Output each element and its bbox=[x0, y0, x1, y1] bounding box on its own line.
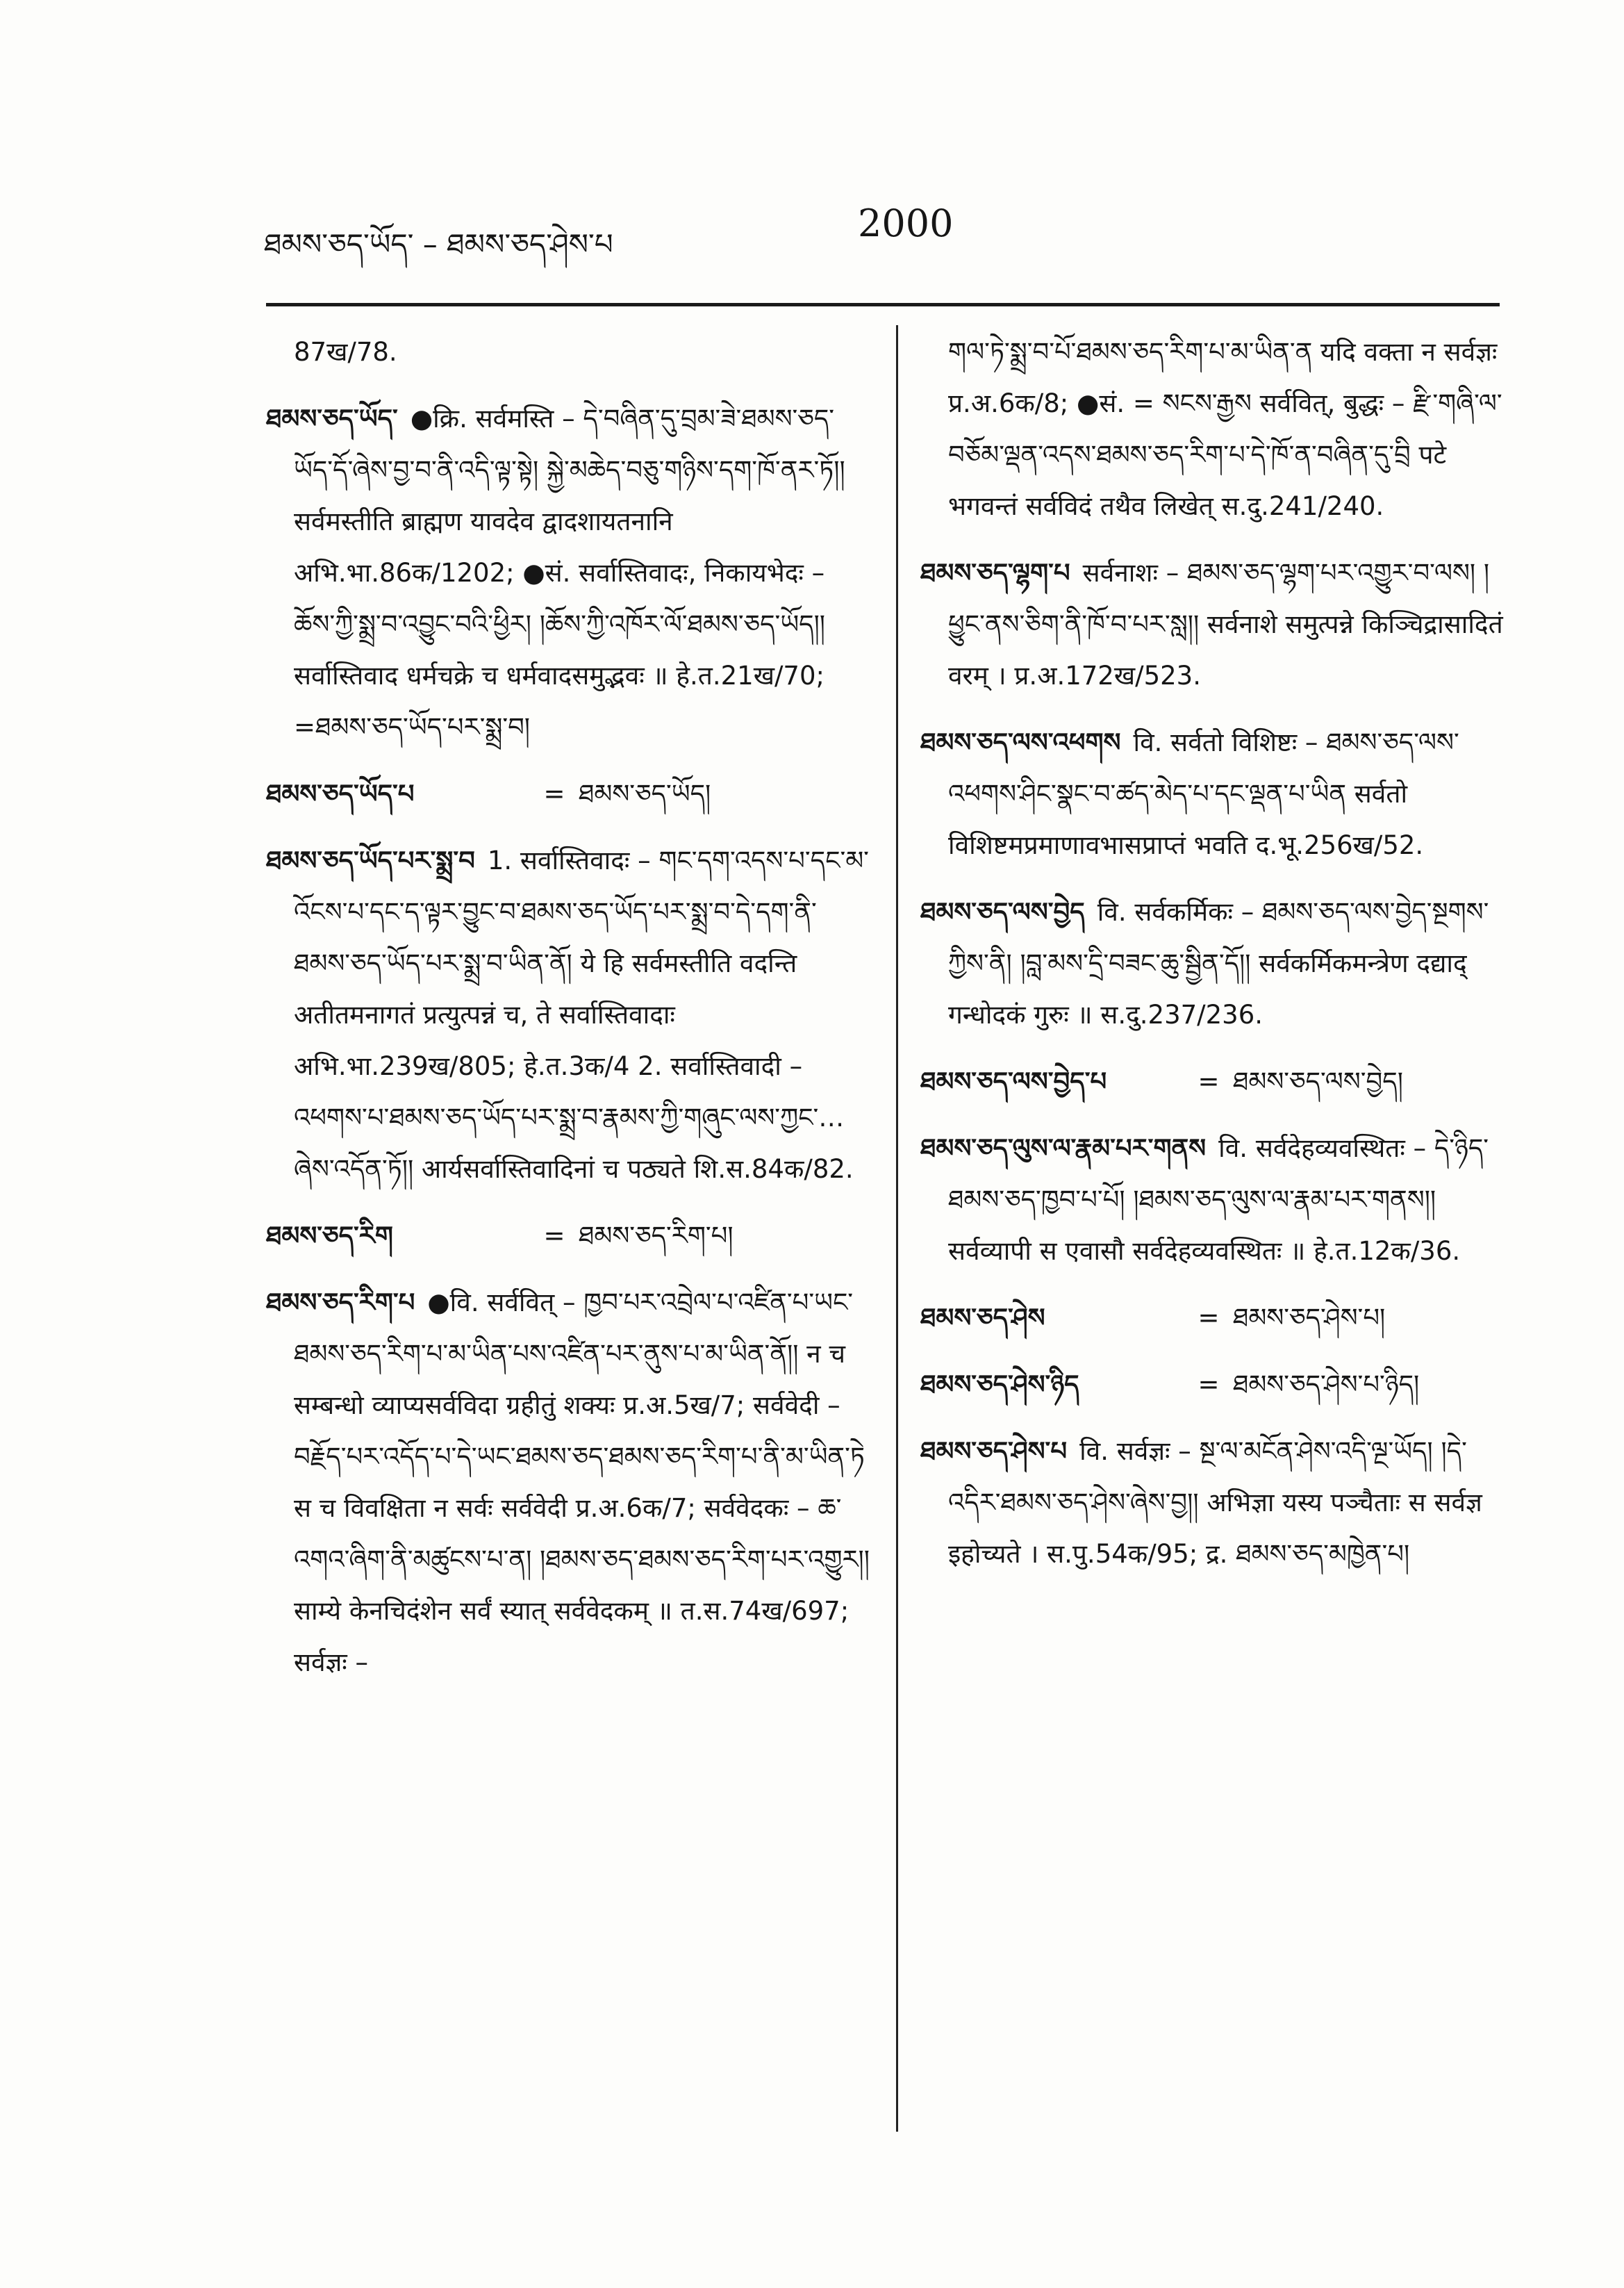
right-column bbox=[920, 327, 1506, 1595]
page-header bbox=[264, 201, 1507, 264]
scan-edge-mark bbox=[1602, 208, 1618, 299]
entry-headword: ཐམས་ཅད་ལས་འཕགས bbox=[920, 727, 1121, 757]
entry-text bbox=[920, 887, 1506, 1041]
entry-definition: सर्वनाशः – ཐམས་ཅད་ལྷག་པར་འགྱུར་བ་ལས། །ཕྱུང་ནས་ཅིག་ནི་ཁོ་བ་པར་སླ།། सर्वनाशे समुत्पन्ने किञ्चिद्रासादितं वरम् । प्र.अ.172ख/523. bbox=[948, 558, 1503, 691]
entry-definition: वि. सर्वतो विशिष्टः – ཐམས་ཅད་ལས་འཕགས་ཤིང་སྣང་བ་ཚད་མེད་པ་དང་ལྡན་པ་ཡིན सर्वतो विशिष्टमप्रमाणावभासप्राप्तं भवति द.भू.256ख/52. bbox=[948, 727, 1459, 860]
entry-text bbox=[920, 548, 1506, 702]
dictionary-entry bbox=[920, 548, 1506, 702]
entry-text bbox=[920, 1123, 1506, 1277]
entry-headword: ཐམས་ཅད་ལས་བྱེད་པ bbox=[920, 1067, 1107, 1096]
equals-sign: = bbox=[543, 1221, 565, 1251]
equals-sign: = bbox=[543, 779, 565, 809]
dictionary-entry bbox=[920, 1123, 1506, 1277]
entry-definition: 1. सर्वास्तिवादः – གང་དག་འདས་པ་དང་མ་འོངས་པ་དང་ད་ལྟར་བྱུང་བ་ཐམས་ཅད་ཡོད་པར་སྨྲ་བ་དེ་དག་ནི་ཐམས་ཅད་ཡོད་པར་སྨྲ་བ་ཡིན་ནོ། ये हि सर्वमस्तीति वदन्ति अतीतमनागतं प्रत्युत्पन्नं च, ते सर्वास्तिवादाः अभि.भा.239ख/805; हे.त.3क/4 2. सर्वास्तिवादी – འཕགས་པ་ཐམས་ཅད་ཡོད་པར་སྨྲ་བ་རྣམས་ཀྱི་གཞུང་ལས་ཀྱང་…ཞེས་འདོན་ཏོ།། आर्यसर्वास्तिवादिनां च पठ्यते शि.स.84क/82. bbox=[294, 846, 869, 1184]
entry-headword: ཐམས་ཅད་ལུས་ལ་རྣམ་པར་གནས bbox=[920, 1133, 1207, 1163]
cross-reference-entry bbox=[266, 768, 870, 820]
header-guide-words: ཐམས་ཅད་ཡོད་ – ཐམས་ཅད་ཤེས་པ bbox=[264, 227, 613, 261]
column-divider bbox=[896, 325, 898, 2132]
cross-reference-entry bbox=[920, 1292, 1506, 1344]
equals-sign: = bbox=[1198, 1369, 1220, 1399]
cross-reference-entry bbox=[920, 1359, 1506, 1410]
cross-reference-target: ཐམས་ཅད་ལས་བྱེད། bbox=[1233, 1067, 1403, 1096]
dictionary-entry bbox=[266, 393, 870, 753]
entry-headword: ཐམས་ཅད་ཤེས་ཉིད bbox=[920, 1369, 1079, 1399]
dictionary-entry bbox=[266, 1277, 870, 1688]
entry-headword: ཐམས་ཅད་ཡོད་པར་སྨྲ་བ bbox=[266, 846, 475, 875]
entry-definition: वि. सर्वकर्मिकः – ཐམས་ཅད་ལས་བྱེད་སྔགས་ཀྱིས་ནི། །བླ་མས་དྲི་བཟང་ཆུ་སྦྱིན་དོ།། सर्वकर्मिकमन्त्रेण दद्याद् गन्धोदकं गुरुः ॥ स.दु.237/236. bbox=[948, 897, 1489, 1030]
header-rule bbox=[266, 303, 1500, 306]
continued-text: གལ་ཏེ་སྨྲ་བ་པོ་ཐམས་ཅད་རིག་པ་མ་ཡིན་ན यदि वक्ता न सर्वज्ञः प्र.अ.6क/8; ●सं. = སངས་རྒྱས सर्ववित्, बुद्धः – རྫི་གཞི་ལ་བཅོམ་ལྡན་འདས་ཐམས་ཅད་རིག་པ་དེ་ཁོ་ན་བཞིན་དུ་བྲི पटे भगवन्तं सर्वविदं तथैव लिखेत् स.दु.241/240. bbox=[948, 337, 1502, 521]
cross-reference-target: ཐམས་ཅད་རིག་པ། bbox=[579, 1221, 734, 1251]
page-number: 2000 bbox=[858, 201, 954, 245]
entry-headword: ཐམས་ཅད་ལས་བྱེད bbox=[920, 897, 1085, 927]
entry-definition: वि. सर्वदेहव्यवस्थितः – དེ་ཉིད་ཐམས་ཅད་ཁྱབ་པ་པོ། །ཐམས་ཅད་ལུས་ལ་རྣམ་པར་གནས།། सर्वव्यापी स एवासौ सर्वदेहव्यवस्थितः ॥ हे.त.12क/36. bbox=[948, 1133, 1489, 1266]
dictionary-entry bbox=[920, 717, 1506, 871]
cross-reference-target: ཐམས་ཅད་ཤེས་པ། bbox=[1233, 1303, 1386, 1333]
entry-definition: वि. सर्वज्ञः – སྔ་ལ་མངོན་ཤེས་འདི་ལྔ་ཡོད། །དེ་འདིར་ཐམས་ཅད་ཤེས་ཞེས་བྱ།། अभिज्ञा यस्य पञ्चैताः स सर्वज्ञ इहोच्यते । स.पु.54क/95; द्र. ཐམས་ཅད་མཁྱེན་པ། bbox=[948, 1436, 1482, 1569]
entry-text bbox=[266, 393, 870, 753]
entry-definition: ●क्रि. सर्वमस्ति – དེ་བཞིན་དུ་བྲམ་ཟེ་ཐམས་ཅད་ཡོད་དོ་ཞེས་བྱ་བ་ནི་འདི་ལྟ་སྟེ། སྐྱེ་མཆེད་བཅུ་གཉིས་དག་ཁོ་ནར་ཏོ།། सर्वमस्तीति ब्राह्मण यावदेव द्वादशायतनानि अभि.भा.86क/1202; ●सं. सर्वास्तिवादः, निकायभेदः – ཆོས་ཀྱི་སྨྲ་བ་འབྱུང་བའི་ཕྱིར། །ཆོས་ཀྱི་འཁོར་ལོ་ཐམས་ཅད་ཡོད།། सर्वास्तिवाद धर्मचक्रे च धर्मवादसमुद्भवः ॥ हे.त.21ख/70; =ཐམས་ཅད་ཡོད་པར་སྨྲ་བ། bbox=[294, 404, 845, 742]
entry-text bbox=[266, 1277, 870, 1688]
dictionary-entry bbox=[920, 887, 1506, 1041]
dictionary-entry bbox=[920, 1426, 1506, 1580]
entry-text bbox=[920, 1426, 1506, 1580]
equals-sign: = bbox=[1198, 1303, 1220, 1333]
entry-headword: ཐམས་ཅད་ལྷག་པ bbox=[920, 558, 1070, 588]
cross-reference-entry bbox=[920, 1056, 1506, 1108]
cross-reference-entry bbox=[266, 1210, 870, 1262]
dictionary-entry bbox=[266, 835, 870, 1195]
cross-reference-target: ཐམས་ཅད་ཡོད། bbox=[579, 779, 711, 809]
entry-definition: ●वि. सर्ववित् – ཁྱབ་པར་འབྲེལ་པ་འཛིན་པ་ཡང་ཐམས་ཅད་རིག་པ་མ་ཡིན་པས་འཛིན་པར་ནུས་པ་མ་ཡིན་ནོ།། न च सम्बन्धो व्याप्यसर्वविदा ग्रहीतुं शक्यः प्र.अ.5ख/7; सर्ववेदी – བརྗོད་པར་འདོད་པ་དེ་ཡང་ཐམས་ཅད་ཐམས་ཅད་རིག་པ་ནི་མ་ཡིན་ཏེ स च विवक्षिता न सर्वः सर्ववेदी प्र.अ.6क/7; सर्ववेदकः – ཆ་འགའ་ཞིག་ནི་མཚུངས་པ་ན། །ཐམས་ཅད་ཐམས་ཅད་རིག་པར་འགྱུར།། साम्ये केनचिदंशेन सर्वं स्यात् सर्ववेदकम् ॥ त.स.74ख/697; सर्वज्ञः – bbox=[294, 1287, 870, 1677]
entry-headword: ཐམས་ཅད་རིག་པ bbox=[266, 1287, 415, 1317]
entry-headword: ཐམས་ཅད་ཡོད་པ bbox=[266, 779, 415, 809]
entry-text bbox=[266, 835, 870, 1195]
entry-headword: ཐམས་ཅད་ཡོད་ bbox=[266, 404, 398, 434]
entry-headword: ཐམས་ཅད་ཤེས་པ bbox=[920, 1436, 1068, 1466]
entry-headword: ཐམས་ཅད་ཤེས bbox=[920, 1303, 1045, 1333]
entry-headword: ཐམས་ཅད་རིག bbox=[266, 1221, 393, 1251]
cross-reference-target: ཐམས་ཅད་ཤེས་པ་ཉིད། bbox=[1233, 1369, 1420, 1399]
continued-text: 87ख/78. bbox=[294, 337, 397, 367]
entry-text bbox=[920, 717, 1506, 871]
left-column bbox=[266, 327, 870, 1704]
equals-sign: = bbox=[1198, 1067, 1220, 1096]
